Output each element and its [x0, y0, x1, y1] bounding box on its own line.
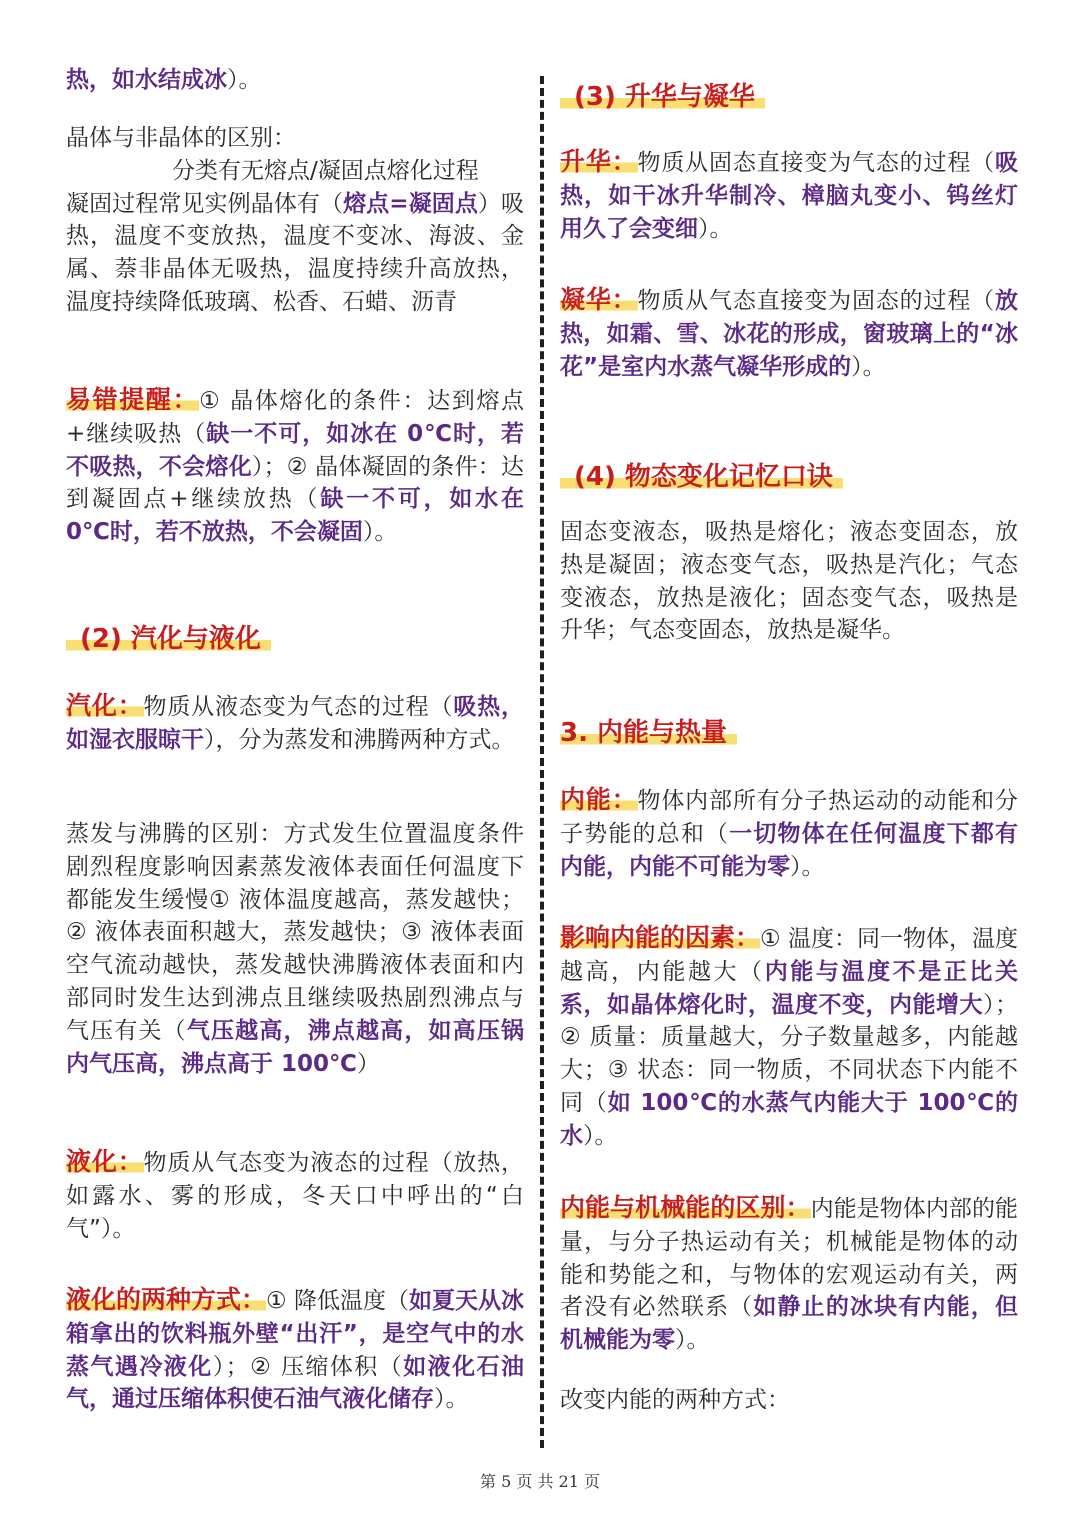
factors-term: 影响内能的因素：	[560, 923, 761, 952]
section-heading: (2) 汽化与液化	[66, 618, 524, 655]
error-reminder-term: 易错提醒：	[66, 385, 200, 414]
error-reminder: 易错提醒：① 晶体熔化的条件：达到熔点+继续吸热（缺一不可，如冰在 0℃时，若不吸热，不会熔化）；② 晶体凝固的条件：达到凝固点+继续放热（缺一不可，如水在 0℃时，若不放热，不会凝固）。	[66, 385, 524, 546]
deposition: 凝华：物质从气态直接变为固态的过程（放热，如霜、雪、冰花的形成，窗玻璃上的“冰花”是室内水蒸气凝华形成的）。	[560, 285, 1018, 380]
crystal-comparison: 晶体与非晶体的区别： 分类有无熔点/凝固点熔化过程 凝固过程常见实例晶体有（熔点=凝固点）吸热，温度不变放热，温度不变冰、海波、金属、萘非晶体无吸热，温度持续升高放热，温度持续降低玻璃、松香、石蜡、沥青	[66, 125, 525, 315]
liquefaction: 液化：物质从气态变为液态的过程（放热，如露水、雾的形成，冬天口中呼出的“白气”）。	[66, 1147, 524, 1242]
energy-difference: 内能与机械能的区别：内能是物体内部的能量，与分子热运动有关；机械能是物体的动能和势能之和，与物体的宏观运动有关，两者没有必然联系（如静止的冰块有内能，但机械能为零）。	[560, 1193, 1019, 1354]
sublimation-term: 升华：	[560, 147, 638, 176]
difference-term: 内能与机械能的区别：	[560, 1193, 811, 1222]
evaporation-vs-boiling: 蒸发与沸腾的区别：方式发生位置温度条件剧烈程度影响因素蒸发液体表面任何温度下都能发生缓慢① 液体温度越高，蒸发越快；② 液体表面积越大，蒸发越快；③ 液体表面空气流动越快，蒸发越快沸腾液体表面和内部同时发生达到沸点且继续吸热剧烈沸点与气压有关（气压越高，沸点越高，如高压锅内气压高，沸点高于 100℃）	[66, 821, 525, 1077]
continued-text: 热，如水结成冰）。	[66, 67, 262, 93]
mnemonic: 固态变液态，吸热是熔化；液态变固态，放热是凝固；液态变气态，吸热是汽化；气态变液态，放热是液化；固态变气态，吸热是升华；气态变固态，放热是凝华。	[560, 519, 1018, 644]
internal-energy-term: 内能：	[560, 785, 638, 814]
vaporization-term: 汽化：	[66, 691, 144, 720]
liquefaction-methods-term: 液化的两种方式：	[66, 1285, 267, 1314]
section-heading: (4) 物态变化记忆口诀	[560, 456, 1018, 493]
liquefaction-methods: 液化的两种方式：① 降低温度（如夏天从冰箱拿出的饮料瓶外壁“出汗”，是空气中的水蒸气遇冷液化）；② 压缩体积（如液化石油气，通过压缩体积使石油气液化储存）。	[66, 1285, 525, 1413]
deposition-term: 凝华：	[560, 285, 638, 314]
internal-energy: 内能：物体内部所有分子热运动的动能和分子势能的总和（一切物体在任何温度下都有内能，内能不可能为零）。	[560, 785, 1019, 880]
internal-energy-factors: 影响内能的因素：① 温度：同一物体，温度越高，内能越大（内能与温度不是正比关系，如晶体熔化时，温度不变，内能增大）；② 质量：质量越大，分子数量越多，内能越大；③ 状态：同一物质，不同状态下内能不同（如 100℃的水蒸气内能大于 100℃的水）。	[560, 923, 1019, 1149]
section-heading: (3) 升华与凝华	[560, 76, 1018, 113]
liquefaction-term: 液化：	[66, 1147, 144, 1176]
section-heading: 3. 内能与热量	[560, 712, 1018, 749]
change-methods: 改变内能的两种方式：	[560, 1387, 790, 1413]
vaporization: 汽化：物质从液态变为气态的过程（吸热，如湿衣服晾干），分为蒸发和沸腾两种方式。	[66, 691, 524, 753]
column-divider	[540, 76, 544, 1448]
page-number: 第 5 页 共 21 页	[480, 1472, 600, 1491]
sublimation: 升华：物质从固态直接变为气态的过程（吸热，如干冰升华制冷、樟脑丸变小、钨丝灯用久了会变细）。	[560, 147, 1018, 242]
